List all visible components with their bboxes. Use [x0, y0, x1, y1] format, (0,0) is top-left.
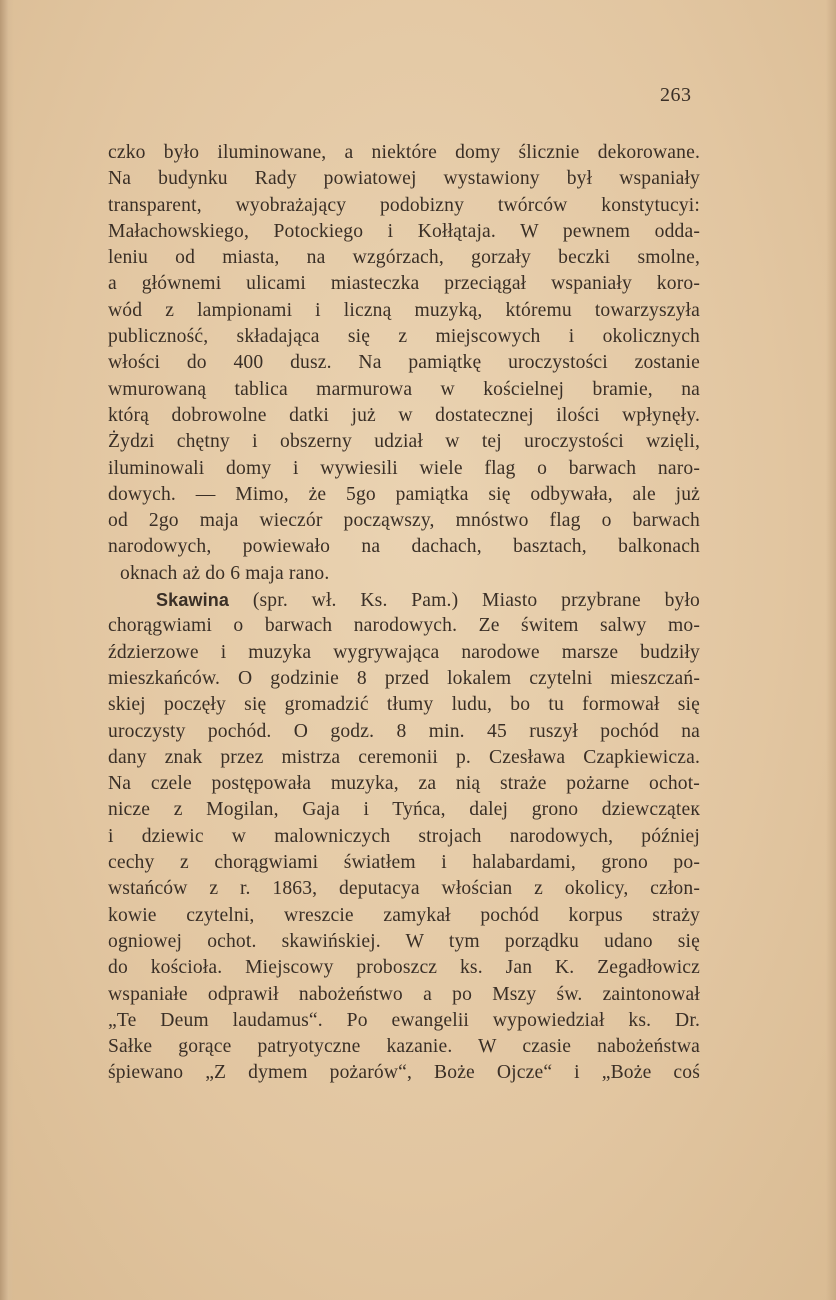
text-line: Na czele postępowała muzyka, za nią straże pożarne ochot-: [108, 773, 700, 795]
text-line: „Te Deum laudamus“. Po ewangelii wypowiedział ks. Dr.: [108, 1009, 700, 1031]
text-line: dowych. — Mimo, że 5go pamiątka się odbywała, ale już: [108, 483, 700, 505]
text-line: narodowych, powiewało na dachach, basztach, balkonach: [108, 536, 700, 558]
text-line: publiczność, składająca się z miejscowych i okolicznych: [108, 326, 700, 348]
text-line: nicze z Mogilan, Gaja i Tyńca, dalej grono dziewcząteк: [108, 799, 700, 821]
section-heading-skawina: Skawina: [156, 590, 230, 611]
body-text: [108, 140, 700, 1087]
text-line: chorągwiami o barwach narodowych. Ze świtem salwy mo-: [108, 615, 700, 637]
text-line: Małachowskiego, Potockiego i Kołłątaja. W pewnem odda-: [108, 220, 700, 242]
text-line: którą dobrowolne datki już w dostatecznej ilości wpłynęły.: [108, 404, 700, 426]
paragraph-first-line: [108, 587, 700, 613]
text-line: od 2go maja wieczór począwszy, mnóstwo flag o barwach: [108, 510, 700, 532]
text-line: cechy z chorągwiami światłem i halabardami, grono po-: [108, 852, 700, 874]
page-number: 263: [660, 84, 692, 106]
text-line: wmurowaną tablica marmurowa w kościelnej bramie, na: [108, 378, 700, 400]
text-line: dany znak przez mistrza ceremonii p. Czesława Czapkiewicza.: [108, 746, 700, 768]
page-outer-edge: [826, 0, 836, 1300]
text-line: a głównemi ulicami miasteczka przeciągał wspaniały koro-: [108, 273, 700, 295]
text-line: Sałke gorące patryotyczne kazanie. W czasie nabożeństwa: [108, 1036, 700, 1058]
text-line: i dziewic w malowniczych strojach narodowych, później: [108, 825, 700, 847]
text-line: wstańców z r. 1863, deputacya włościan z okolicy, człon-: [108, 878, 700, 900]
text-line: włości do 400 dusz. Na pamiątkę uroczystości zostanie: [108, 352, 700, 374]
text-line: wód z lampionami i liczną muzyką, któremu towarzyszyła: [108, 299, 700, 321]
page-binding-edge: [0, 0, 14, 1300]
text-line: transparent, wyobrażający podobizny twórców konstytucyi:: [108, 194, 700, 216]
paragraph-first-line-rest: (spr. wł. Ks. Pam.) Miasto przybrane było: [229, 590, 700, 612]
text-line: wspaniałe odprawił nabożeństwo a po Mszy św. zaintonował: [108, 983, 700, 1005]
text-line: ogniowej ochot. skawińskiej. W tym porządku udano się: [108, 930, 700, 952]
text-line: ździerzowe i muzyka wygrywająca narodowe marsze budziły: [108, 641, 700, 663]
text-line: do kościoła. Miejscowy proboszcz ks. Jan K. Zegadłowicz: [108, 957, 700, 979]
text-line: uroczysty pochód. O godz. 8 min. 45 ruszył pochód na: [108, 720, 700, 742]
text-line: oknach aż do 6 maja rano.: [120, 562, 330, 584]
text-line: śpiewano „Z dymem pożarów“, Boże Ojcze“ i „Boże coś: [108, 1062, 700, 1084]
text-line: czko było iluminowane, a niektóre domy ślicznie dekorowane.: [108, 142, 700, 163]
text-line: Żydzi chętny i obszerny udział w tej uroczystości wzięli,: [108, 431, 700, 453]
text-line: Na budynku Rady powiatowej wystawiony był wspaniały: [108, 168, 700, 190]
text-line: mieszkańców. O godzinie 8 przed lokalem czytelni mieszczań-: [108, 667, 700, 689]
text-line: iluminowali domy i wywiesili wiele flag o barwach naro-: [108, 457, 700, 479]
text-line: leniu od miasta, na wzgórzach, gorzały beczki smolne,: [108, 247, 700, 269]
text-line: kowie czytelni, wreszcie zamykał pochód korpus straży: [108, 904, 700, 926]
text-line: skiej poczęły się gromadzić tłumy ludu, bo tu formował się: [108, 694, 700, 716]
